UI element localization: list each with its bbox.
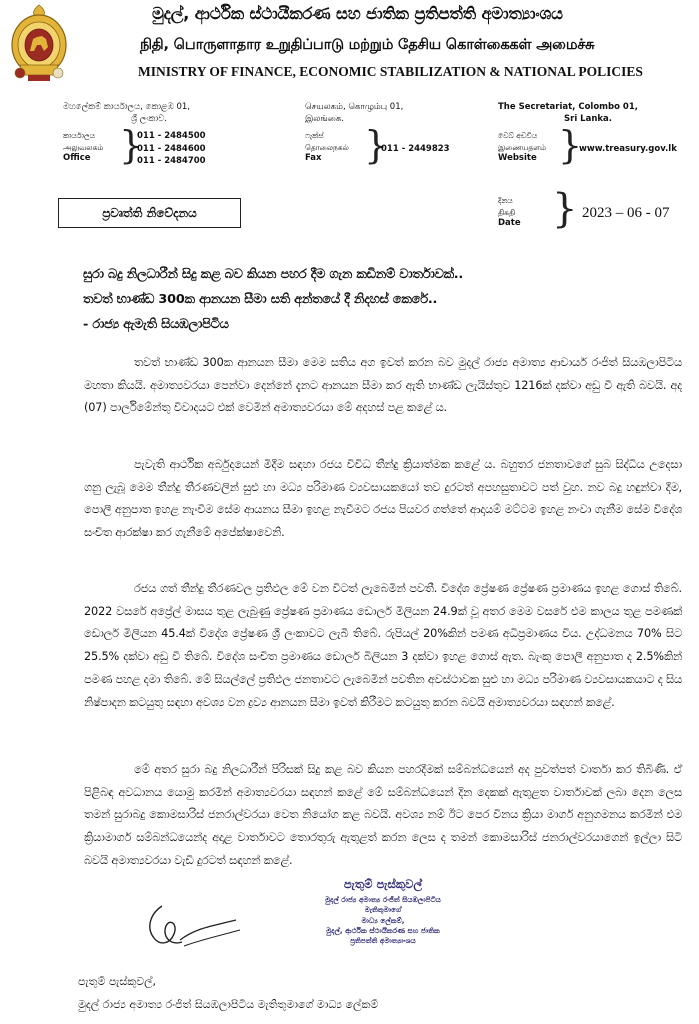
- office-numbers: [137, 130, 206, 168]
- website-brace: }: [558, 123, 583, 167]
- stamp-line-4: මුදල්, ආර්ථික ස්ථායීකරණ සහ ජාතික: [326, 925, 440, 935]
- ministry-name-english: MINISTRY OF FINANCE, ECONOMIC STABILIZATION & NATIONAL POLICIES: [138, 64, 643, 79]
- ministry-name-sinhala: මුදල්, ආර්ථික ස්ථායීකරණ සහ ජාතික ප්‍රතිපත්ති අමාත්‍යාංශය: [152, 4, 563, 23]
- office-labels: [63, 130, 103, 165]
- website-label-ta: இணையதளம்: [498, 142, 547, 152]
- date-brace: }: [552, 186, 578, 232]
- office-number-2: 011 - 2484600: [137, 143, 206, 154]
- fax-labels: [305, 130, 349, 165]
- office-label-si: කාර්යාලය: [63, 131, 96, 140]
- office-number-3: 011 - 2484700: [137, 156, 206, 166]
- date-label-ta: திகதி: [498, 207, 516, 217]
- headline-line-2: තවත් භාණ්ඩ 300ක ආනයන සීමා සති අන්තයේ දී නිදහස් කෙරේ..: [83, 292, 438, 307]
- official-stamp: [268, 877, 498, 946]
- stamp-line-1: මුදල් රාජ්‍ය අමාත්‍ය රංජිත් සියඹලාපිටිය: [325, 895, 441, 904]
- address-en-line2: Sri Lanka.: [564, 114, 613, 124]
- address-tamil: [305, 101, 475, 125]
- footer-name: පැතුම් පැස්කුවල්,: [78, 975, 157, 988]
- headline-line-1: සුරා බදු නිලධාරීන් සිදු කළ බව කියන පහර දීම ගැන කඩිනම් වාර්තාවක්..: [83, 267, 464, 282]
- date-labels: [498, 195, 521, 230]
- office-label-en: Office: [63, 153, 91, 163]
- stamp-line-2: මැතිතුමාගේ: [364, 905, 402, 915]
- office-number-1: 011 - 2484500: [137, 131, 206, 141]
- website-label-si: වෙබ් අඩවිය: [498, 131, 538, 140]
- body-paragraph-1: තවත් භාණ්ඩ 300ක ආනයන සීමා මෙම සතිය අග ඉවත් කරන බව මුදල් රාජ්‍ය අමාත්‍ය ආචාර්ය රංජිත් සියඹලාපිටිය මහතා කියයි. අමාත්‍යවරයා පෙන්වා දෙන්නේ දැනට ආනයන සීමා කර ඇති භාණ්ඩ ලැයිස්තුව 1216ක් දක්වා අඩු වී ඇති බවයි. අද (07) පාර්ලිමේන්තු විවාදයට එක් වෙමින් අමාත්‍යවරයා මේ අදහස් පළ කළේ ය.: [84, 356, 682, 415]
- handwritten-signature: [140, 898, 250, 958]
- address-ta-line1: செயலகம், கொழும்பு 01,: [305, 102, 404, 112]
- address-english: [498, 101, 678, 125]
- date-label-si: දිනය: [498, 196, 513, 205]
- stamp-name: පැතුම් පැස්කුවල්: [343, 877, 423, 891]
- fax-label-si: ෆැක්ස්: [305, 131, 324, 140]
- website-label-en: Website: [498, 153, 537, 163]
- fax-brace: }: [364, 123, 389, 167]
- website-labels: [498, 130, 546, 165]
- fax-label-ta: தொலைநகல்: [305, 142, 349, 152]
- sri-lanka-emblem-logo: [6, 3, 72, 83]
- body-paragraph-3: රජය ගත් තීන්දු තීරණවල ප්‍රතිඵල මේ වන විටත් ලැබෙමින් පවතී. විදේශ ප්‍රේෂණ ප්‍රේෂණ ප්‍රමාණය ඉහළ ගොස් තිබේ. 2022 වසරේ අප්‍රේල් මාසය තුළ ලැබුණු ප්‍රේෂණ ප්‍රමාණය ඩොලර් මිලියන 24.9ක් වූ අතර මෙම වසරේ එම කාලය තුළ පමණක් ඩොලර් මිලියන 45.4ක් විදේශ ප්‍රේෂණ ශ්‍රී ලංකාවට ලැබී තිබේ. රුපියල් 20%කින් පමණ අධිප්‍රමාණය විය. උද්ධමනය 70% සිට 25.5% දක්වා අඩු වී තිබේ. විදේශ සංචිත ප්‍රමාණය ඩොලර් බිලියන 3 දක්වා ඉහළ ගොස් ඇත. බැංකු පොලී අනුපාත ද 2.5%කින් පමණ පහළ දමා තිබේ. මේ සියල්ලේ ප්‍රතිඵල ජනතාවට ලැබෙමින් පවතින අවස්ථාවක සුළු හා මධ්‍ය පරිමාණ ව්‍යවසායකයාට ද සිය නිෂ්පාදන කටයුතු සඳහා අවශ්‍ය වන ද්‍රව්‍ය ආනයන සීමා ඉවත් කිරීමට කටයුතු කරන බවයි අමාත්‍යවරයා සඳහන් කළේ.: [84, 582, 682, 709]
- date-label-en: Date: [498, 218, 521, 228]
- address-sinhala: [63, 101, 263, 125]
- office-brace: }: [119, 123, 144, 167]
- body-paragraph-4: මේ අතර සුරා බදු නිලධාරීන් පිරිසක් සිදු කළ බව කියන පහරදීමක් සම්බන්ධයෙන් අද පුවත්පත් වාර්තා කර තිබිණි. ඒ පිළිබඳ අවධානය යොමු කරමින් අමාත්‍යවරයා සඳහන් කළේ මේ සම්බන්ධයෙන් දින දෙකක් ඇතුළත වාර්තාවක් ලබා දෙන ලෙස තමන් සුරාබදු කොමසාරිස් ජනරාල්වරයා වෙත නියෝග කළ බවයි. අවශ්‍ය නම් ඊට පෙර විනය ක්‍රියා මාර්ග අනුගමනය කරමින් එම ක්‍රියාමාර්ග සම්බන්ධයෙන්ද අදාළ වාර්තාවට තොරතුරු ඇතුළත් කරන ලෙස ද තමන් කොමසාරිස් ජනරාල්වරයාගෙන් ඉල්ලා සිටි බවයි අමාත්‍යවරයා වැඩි දුරටත් සඳහන් කළේ.: [84, 763, 682, 867]
- press-release-label: ප්‍රවෘත්ති නිවේදනය: [58, 198, 241, 228]
- address-si-line1: මහලේකම් කාර්යාලය, කොළඹ 01,: [63, 102, 191, 112]
- ministry-name-tamil: நிதி, பொருளாதார உறுதிப்பாடு மற்றும் தேசிய கொள்கைகள் அமைச்சு: [140, 37, 595, 53]
- footer-title: මුදල් රාජ්‍ය අමාත්‍ය රංජිත් සියඹලාපිටිය මැතිතුමාගේ මාධ්‍ය ලේකම්: [78, 998, 379, 1011]
- date-value: 2023 – 06 - 07: [582, 205, 670, 221]
- address-en-line1: The Secretariat, Colombo 01,: [498, 102, 638, 112]
- fax-label-en: Fax: [305, 153, 322, 163]
- fax-number: 011 - 2449823: [381, 144, 450, 154]
- address-si-line2: ශ්‍රී ලංකාව.: [131, 114, 167, 124]
- address-ta-line2: இலங்கை.: [305, 114, 344, 124]
- body-paragraph-2: පැවැති ආර්ථික අර්බුදයෙන් මිදීම සඳහා රජය විවිධ තීන්දු ක්‍රියාත්මක කළේ ය. බහුතර ජනතාවගේ සුබ සිද්ධිය උදෙසා ගනු ලැබූ මෙම තීන්දු තීරණවලින් සුළු හා මධ්‍ය පරිමාණ ව්‍යවසායකයෝ තව දුරටත් අපහසුතාවට පත් වුහ. නව බදු හඳුන්වා දීම, පොලී අනුපාත ඉහළ නැංවීම සේම ආයනය සීමා ඉහළ නැවීමට රජය පියවර ගත්තේ ආදායම් මට්ටම ඉහළ නංවා ගැනීම සේම විදේශ සංචිත ආරක්ෂා කර ගැනීමේ අපේක්ෂාවෙනි.: [84, 458, 682, 540]
- website-link[interactable]: www.treasury.gov.lk: [579, 144, 677, 154]
- headline-attribution: - රාජ්‍ය ඇමැති සියඹලාපිටිය: [83, 317, 229, 332]
- stamp-line-5: ප්‍රතිපත්ති අමාත්‍යාංශය: [350, 936, 416, 946]
- office-label-ta: அலுவலகம்: [63, 142, 104, 152]
- stamp-line-3: මාධ්‍ය ලේකම්,: [361, 915, 405, 925]
